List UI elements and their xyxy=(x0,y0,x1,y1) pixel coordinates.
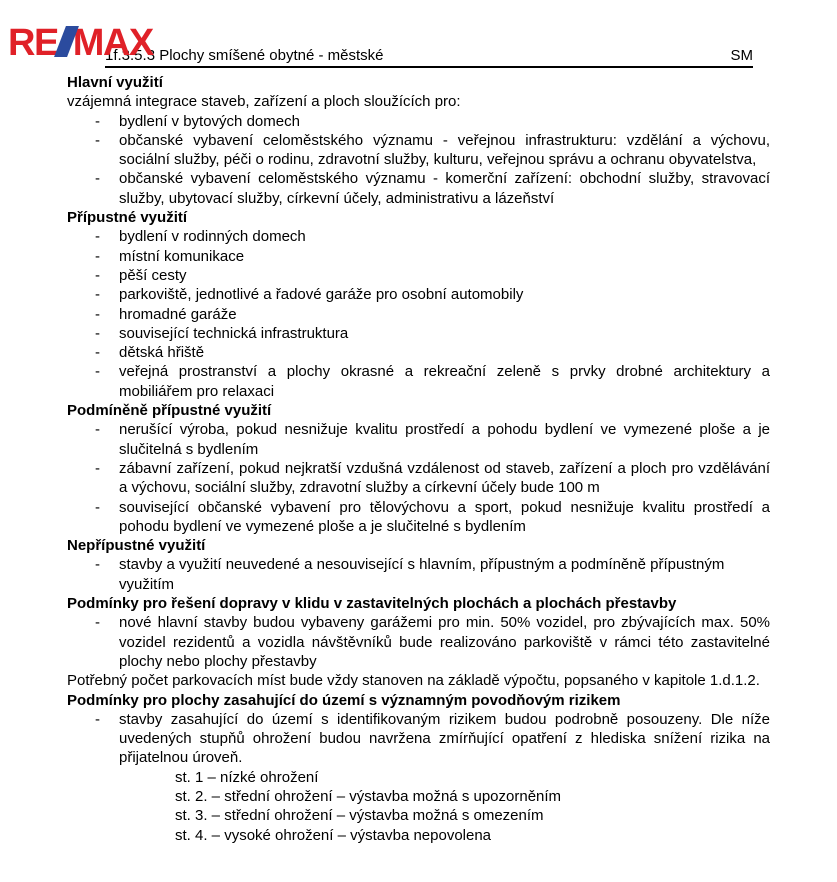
bullet-dash: - xyxy=(95,344,100,362)
bullet-item xyxy=(67,420,770,459)
bullet-text: místní komunikace xyxy=(119,247,245,265)
bullet-item xyxy=(67,285,770,304)
bullet-text: občanské vybavení celoměstského významu - veřejnou infrastrukturu: vzdělání a výchovu, sociální služby, péči o rodinu, zdravotní služby, kulturu, veřejnou správu a ochranu obyvatelstva, xyxy=(119,131,770,169)
bullet-dash: - xyxy=(95,614,100,632)
logo-max-text: MAX xyxy=(72,22,153,64)
bullet-item xyxy=(67,131,770,170)
bullet-item xyxy=(67,169,770,208)
paragraph: Potřebný počet parkovacích míst bude vždy stanoven na základě výpočtu, popsaného v kapitole 1.d.1.2. xyxy=(67,672,760,690)
bullet-dash: - xyxy=(95,556,100,574)
section-heading: Podmínky pro řešení dopravy v klidu v zastavitelných plochách a plochách přestavby xyxy=(67,595,677,613)
logo-re-text: RE xyxy=(8,22,58,64)
bullet-item xyxy=(67,112,770,131)
bullet-text: stavby a využití neuvedené a nesouvisející s hlavním, přípustným a podmíněně přípustným využitím xyxy=(119,556,725,593)
document-body xyxy=(67,73,770,845)
bullet-item xyxy=(67,498,770,537)
section-heading: Podmíněně přípustné využití xyxy=(67,402,272,420)
bullet-dash: - xyxy=(95,170,100,188)
section-heading: Podmínky pro plochy zasahující do území s významným povodňovým rizikem xyxy=(67,691,621,709)
bullet-item xyxy=(67,343,770,362)
bullet-text: stavby zasahující do území s identifikovaným rizikem budou podrobně posouzeny. Dle níže uvedených stupňů ohrožení budou navržena zmírňující opatření z hlediska snížení rizika na přijatelnou úroveň. xyxy=(119,710,770,767)
sub-list-item: st. 2. – střední ohrožení – výstavba možná s upozorněním xyxy=(175,787,562,805)
bullet-text: bydlení v bytových domech xyxy=(119,112,300,130)
bullet-dash: - xyxy=(95,324,100,342)
bullet-item xyxy=(67,266,770,285)
bullet-text: bydlení v rodinných domech xyxy=(119,228,306,246)
section-heading: Hlavní využití xyxy=(67,74,163,91)
bullet-dash: - xyxy=(95,421,100,439)
bullet-dash: - xyxy=(95,247,100,265)
bullet-dash: - xyxy=(95,363,100,381)
bullet-text: nerušící výroba, pokud nesnižuje kvalitu prostředí a pohodu bydlení ve vymezené ploše a je slučitelná s bydlením xyxy=(119,421,770,458)
bullet-text: hromadné garáže xyxy=(119,305,237,323)
section-heading: Přípustné využití xyxy=(67,209,188,227)
bullet-item xyxy=(67,613,770,671)
bullet-dash: - xyxy=(95,228,100,246)
bullet-text: pěší cesty xyxy=(119,266,187,284)
bullet-text: dětská hřiště xyxy=(119,344,205,362)
bullet-text: nové hlavní stavby budou vybaveny garážemi pro min. 50% vozidel, pro zbývajících max. 50% vozidel rezidentů a vozidla návštěvníků bude realizováno parkoviště v rámci této zastavitelné plochy nebo plochy přestavby xyxy=(119,614,770,670)
bullet-text: související technická infrastruktura xyxy=(119,324,349,342)
remax-logo xyxy=(8,22,153,64)
bullet-dash: - xyxy=(95,305,100,323)
paragraph: vzájemná integrace staveb, zařízení a ploch sloužících pro: xyxy=(67,93,461,111)
bullet-text: související občanské vybavení pro tělovýchovu a sport, pokud nesnižuje kvalitu prostředí a pohodu bydlení ve vymezené ploše a je slučitelné s bydlením xyxy=(119,498,770,535)
header-code: SM xyxy=(730,47,753,64)
bullet-dash: - xyxy=(95,112,100,130)
bullet-item xyxy=(67,555,770,594)
bullet-dash: - xyxy=(95,131,100,149)
bullet-text: zábavní zařízení, pokud nejkratší vzdušná vzdálenost od staveb, zařízení a ploch pro vzdělávání a výchovu, sociální služby, zdravotní služby a církevní účely bude 100 m xyxy=(119,459,770,497)
bullet-item xyxy=(67,710,770,768)
bullet-text: občanské vybavení celoměstského významu - komerční zařízení: obchodní služby, stravovací služby, ubytovací služby, církevní účely, administrativu a lázeňství xyxy=(119,170,770,207)
bullet-item xyxy=(67,227,770,246)
bullet-text: parkoviště, jednotlivé a řadové garáže pro osobní automobily xyxy=(119,286,524,304)
page-title: 1f.3.5.3 Plochy smíšené obytné - městské xyxy=(105,47,384,64)
bullet-dash: - xyxy=(95,266,100,284)
sub-list-item: st. 3. – střední ohrožení – výstavba možná s omezením xyxy=(175,807,544,825)
section-heading: Nepřípustné využití xyxy=(67,537,206,555)
bullet-dash: - xyxy=(95,710,100,728)
bullet-item xyxy=(67,362,770,401)
sub-list-item: st. 1 – nízké ohrožení xyxy=(175,768,319,786)
bullet-dash: - xyxy=(95,498,100,516)
bullet-item xyxy=(67,247,770,266)
bullet-dash: - xyxy=(95,286,100,304)
bullet-item xyxy=(67,324,770,343)
section-header xyxy=(105,47,753,68)
bullet-item xyxy=(67,459,770,498)
bullet-text: veřejná prostranství a plochy okrasné a rekreační zeleně s prvky drobné architektury a mobiliářem pro relaxaci xyxy=(119,363,770,400)
bullet-dash: - xyxy=(95,459,100,477)
bullet-item xyxy=(67,305,770,324)
sub-list-item: st. 4. – vysoké ohrožení – výstavba nepovolena xyxy=(175,826,492,844)
